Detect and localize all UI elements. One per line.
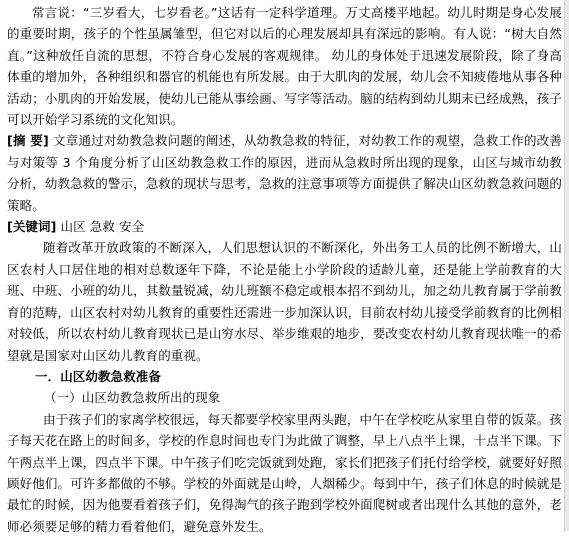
subsection-heading-1: （一）山区幼教急救所出的现象 bbox=[44, 390, 221, 406]
keywords-text: 山区 急救 安全 bbox=[56, 219, 145, 235]
abstract-label: [摘 要] bbox=[7, 133, 49, 149]
body-paragraph-2: 由于孩子们的家离学校很远，每天都要学校家里两头跑，中午在学校吃从家里自带的饭菜。孩子每天花在路上的时间多，学校的作息时间也专门为此做了调整，早上八点半上课，十点半下课。下午两点半上课，四点半下课。中午孩子们吃完饭就到处跑，家长们把孩子们托付给学校，就要好好照顾好他们。可许多都做的不够。学校的外面就是山岭，人烟稀少。每到中午，孩子们休息的时候就是最忙的时候，因为他要看着孩子们，免得淘气的孩子跑到学校外面爬树或者出现什么其他的意外，老师必须要足够的精力看着他们，避免意外发生。 bbox=[7, 411, 562, 534]
intro-paragraph: 常言说：“三岁看大，七岁看老。”这话有一定科学道理。万丈高楼平地起。幼儿时期是身心发展的重要时期，孩子的个性虽属雏型，但它对以后的心理发展却具有深远的影响。有人说：“树大自然直。”这种放任自流的思想，不符合身心发展的客观规律。 幼儿的身体处于迅速发展阶段，除了身高体重的增加外，各种组织和器官的机能也有所发展。由于大肌肉的发展，幼儿会不知疲倦地从事各种活动；小肌肉的开始发展，使幼儿已能从事绘画、写字等活动。脑的结构到幼儿期末已经成熟，孩子可以开始学习系统的文化知识。 bbox=[7, 5, 562, 128]
keywords-paragraph bbox=[7, 216, 562, 237]
vertical-scrollbar[interactable] bbox=[564, 0, 569, 531]
abstract-text: 文章通过对幼教急救问题的阐述，从幼教急救的特征，对幼教工作的观望，急救工作的改善与对策等 3 个角度分析了山区幼教急救工作的原因，进而从急救时所出现的现象，山区与城市幼教分析，幼教急救的警示，急救的现状与思考，急救的注意事项等方面提供了解决山区幼教急救问题的策略。 bbox=[7, 133, 562, 213]
section-heading-1: 一．山区幼教急救准备 bbox=[35, 368, 162, 384]
abstract-paragraph bbox=[7, 130, 562, 216]
keywords-label: [关键词] bbox=[7, 219, 57, 235]
body-paragraph-1: 随着改革开放政策的不断深入，人们思想认识的不断深化，外出务工人员的比例不断增大，山区农村人口居住地的相对总数逐年下降，不论是能上小学阶段的适龄儿童，还是能上学前教育的大班、中班、小班的幼儿，其数量锐减，幼儿班额不稳定或根本招不到幼儿，加之幼儿教育属于学前教育的范畴，山区农村对幼儿教育的重要性还需进一步加深认识，目前农村幼儿接受学前教育的比例相对较低，所以农村幼儿教育现状已是山穷水尽、举步维艰的地步，要改变农村幼儿教育现状唯一的希望就是国家对山区幼儿教育的重视。 bbox=[7, 240, 562, 363]
